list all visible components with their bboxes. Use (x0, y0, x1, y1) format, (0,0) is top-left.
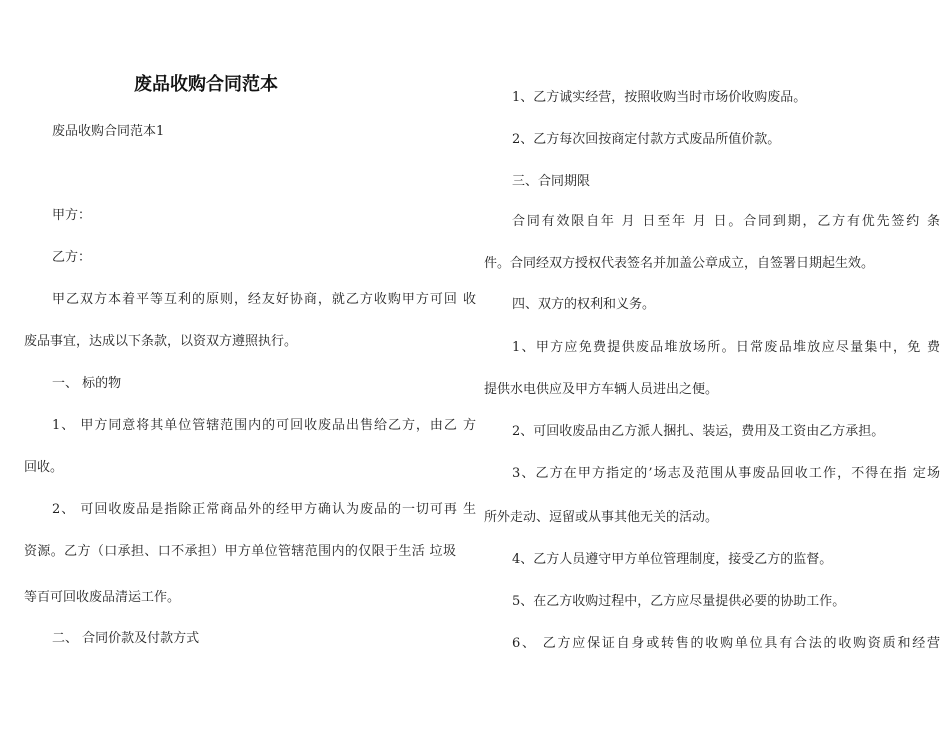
document-title: 废品收购合同范本 (134, 74, 278, 95)
section-3-text-line-1: 合同有效限自年 月 日至年 月 日。合同到期，乙方有优先签约 条 (512, 214, 940, 229)
section-3-text-line-2: 件。合同经双方授权代表签名并加盖公章成立，自签署日期起生效。 (484, 256, 875, 271)
section-4-item-3-line-2: 所外走动、逗留或从事其他无关的活动。 (484, 510, 719, 525)
section-1-item-2-line-3: 等百可回收废品清运工作。 (24, 590, 181, 605)
section-2-heading: 二、 合同价款及付款方式 (52, 631, 200, 646)
document-subtitle: 废品收购合同范本1 (52, 124, 165, 139)
section-1-item-1-line-2: 回收。 (24, 460, 64, 475)
section-1-item-1-line-1: 1、 甲方同意将其单位管辖范围内的可回收废品出售给乙方，由乙 方 (52, 418, 476, 433)
section-4-item-6: 6、 乙方应保证自身或转售的收购单位具有合法的收购资质和经营 (512, 636, 940, 651)
section-4-item-3-line-1: 3、乙方在甲方指定的’场志及范围从事废品回收工作，不得在指 定场 (512, 466, 940, 481)
section-4-item-1-line-1: 1、甲方应免费提供废品堆放场所。日常废品堆放应尽量集中，免 费 (512, 340, 940, 355)
section-1-item-2-line-2: 资源。乙方（口承担、口不承担）甲方单位管辖范围内的仅限于生活 垃圾 (24, 544, 456, 559)
section-2-item-2: 2、乙方每次回按商定付款方式废品所值价款。 (512, 132, 781, 147)
intro-paragraph-line-2: 废品事宜，达成以下条款，以资双方遵照执行。 (24, 334, 298, 349)
party-a-label: 甲方： (52, 208, 92, 223)
section-4-item-5: 5、在乙方收购过程中，乙方应尽量提供必要的协助工作。 (512, 594, 846, 609)
party-b-label: 乙方： (52, 250, 92, 265)
section-4-item-1-line-2: 提供水电供应及甲方车辆人员进出之便。 (484, 382, 719, 397)
section-4-heading: 四、双方的权利和义务。 (512, 297, 656, 312)
section-3-heading: 三、合同期限 (512, 174, 591, 189)
section-1-heading: 一、 标的物 (52, 376, 122, 391)
section-2-item-1: 1、乙方诚实经营，按照收购当时市场价收购废品。 (512, 90, 807, 105)
section-1-item-2-line-1: 2、 可回收废品是指除正常商品外的经甲方确认为废品的一切可再 生 (52, 502, 476, 517)
section-4-item-2: 2、可回收废品由乙方派人捆扎、装运，费用及工资由乙方承担。 (512, 424, 885, 439)
section-4-item-4: 4、乙方人员遵守甲方单位管理制度，接受乙方的监督。 (512, 552, 833, 567)
intro-paragraph-line-1: 甲乙双方本着平等互利的原则，经友好协商，就乙方收购甲方可回 收 (52, 292, 476, 307)
